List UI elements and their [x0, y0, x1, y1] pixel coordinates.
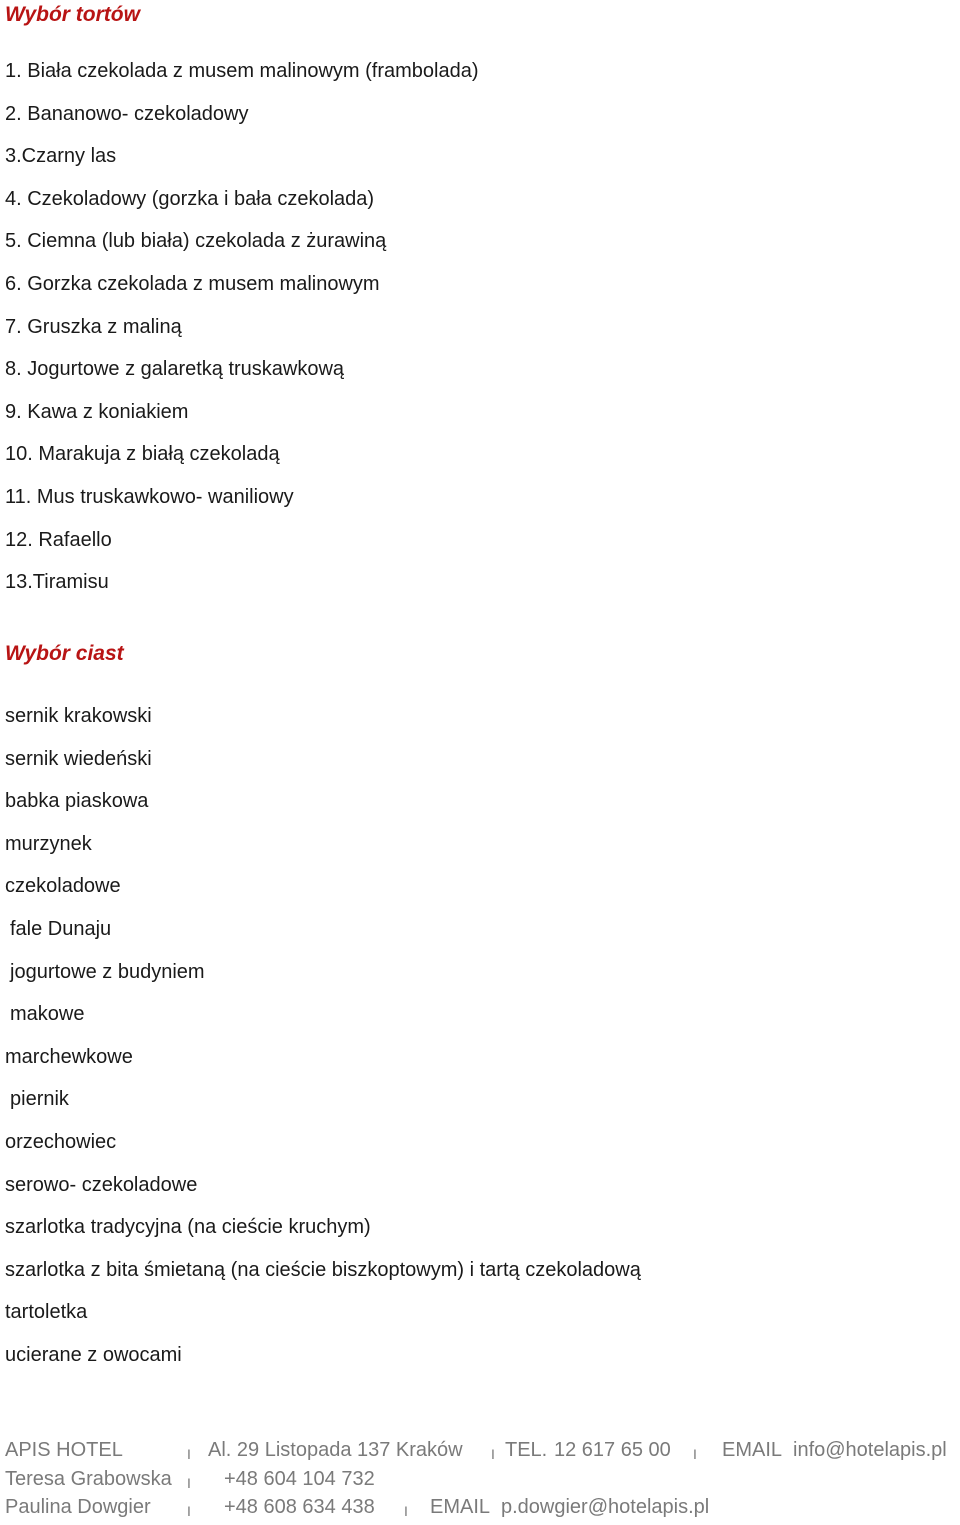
list-item: szarlotka tradycyjna (na cieście kruchym)	[5, 1216, 371, 1239]
separator: I	[187, 1474, 191, 1491]
list-item: 12. Rafaello	[5, 528, 112, 551]
list-item: 11. Mus truskawkowo- waniliowy	[5, 485, 294, 508]
separator: I	[693, 1446, 697, 1462]
separator: I	[187, 1503, 191, 1519]
contact2-email-label: EMAIL	[430, 1496, 491, 1518]
list-item: 2. Bananowo- czekoladowy	[5, 102, 249, 125]
contact1-phone[interactable]: +48 604 104 732	[224, 1467, 375, 1490]
pastries-list	[5, 702, 641, 1384]
list-item: ucierane z owocami	[5, 1343, 182, 1366]
list-item: piernik	[10, 1088, 69, 1111]
list-item: orzechowiec	[5, 1130, 117, 1153]
email-label: EMAIL	[722, 1439, 783, 1461]
list-item: 3.Czarny las	[5, 145, 117, 168]
contact2-name: Paulina Dowgier	[5, 1496, 151, 1518]
contact1-name: Teresa Grabowska	[5, 1467, 172, 1490]
hotel-address: Al. 29 Listopada 137 Kraków	[208, 1439, 463, 1461]
list-item: tartoletka	[5, 1301, 88, 1324]
cakes-list	[5, 57, 479, 611]
cakes-heading: Wybór tortów	[5, 3, 140, 26]
list-item: makowe	[10, 1003, 85, 1026]
list-item: 10. Marakuja z białą czekoladą	[5, 443, 280, 466]
list-item: 9. Kawa z koniakiem	[5, 400, 189, 423]
footer-hotel-row	[5, 1436, 960, 1465]
list-item: 8. Jogurtowe z galaretką truskawkową	[5, 358, 345, 381]
tel-label: TEL.	[505, 1439, 548, 1461]
list-item: 4. Czekoladowy (gorzka i bała czekolada)	[5, 187, 375, 210]
footer	[5, 1436, 960, 1522]
list-item: 13.Tiramisu	[5, 571, 109, 594]
contact2-phone[interactable]: +48 608 634 438	[224, 1496, 375, 1518]
hotel-email[interactable]: info@hotelapis.pl	[793, 1439, 947, 1461]
footer-contact1-row	[5, 1465, 960, 1494]
list-item: sernik krakowski	[5, 705, 152, 727]
list-item: sernik wiedeński	[5, 747, 152, 770]
separator: I	[187, 1446, 191, 1462]
separator: I	[491, 1446, 495, 1462]
pastries-heading: Wybór ciast	[5, 642, 124, 665]
hotel-name: APIS HOTEL	[5, 1439, 123, 1461]
list-item: szarlotka z bita śmietaną (na cieście biszkoptowym) i tartą czekoladową	[5, 1258, 641, 1281]
list-item: murzynek	[5, 832, 92, 855]
list-item: czekoladowe	[5, 875, 121, 898]
contact2-email[interactable]: p.dowgier@hotelapis.pl	[501, 1496, 710, 1518]
list-item: fale Dunaju	[10, 917, 112, 940]
list-item: marchewkowe	[5, 1045, 133, 1068]
hotel-phone[interactable]: 12 617 65 00	[554, 1439, 671, 1461]
list-item: babka piaskowa	[5, 790, 149, 813]
list-item: jogurtowe z budyniem	[10, 960, 205, 983]
list-item: serowo- czekoladowe	[5, 1173, 198, 1196]
footer-contact2-row	[5, 1493, 960, 1522]
list-item: 7. Gruszka z maliną	[5, 315, 182, 338]
list-item: 5. Ciemna (lub biała) czekolada z żurawiną	[5, 230, 387, 253]
separator: I	[404, 1503, 408, 1519]
list-item: 1. Biała czekolada z musem malinowym (frambolada)	[5, 60, 479, 82]
list-item: 6. Gorzka czekolada z musem malinowym	[5, 272, 380, 295]
